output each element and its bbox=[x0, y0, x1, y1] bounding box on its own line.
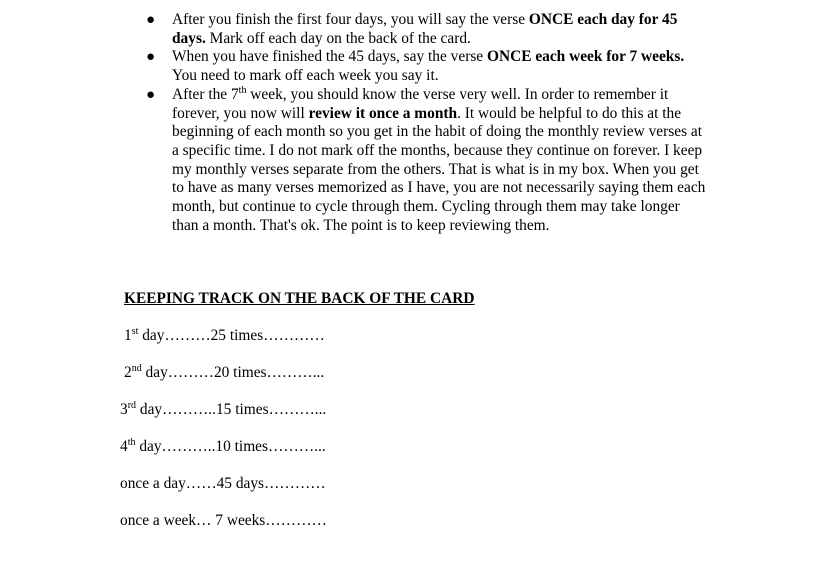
ordinal-suffix: nd bbox=[131, 362, 142, 374]
ordinal-suffix: st bbox=[131, 325, 139, 337]
bullet-text: You need to mark off each week you say it. bbox=[172, 67, 439, 85]
bullet-text: . It would be helpful to do this at the beginning of each month so you get in the habit of doing the monthly review verses at a specific time. I do not mark off the months, because they continue on forever. I keep my monthly verses separate from the others. That is what is in my box. When you get to have as many verses memorized as I have, you are not necessarily saying them each month, but continue to cycle through them. Cycling through them may take longer than a month. That's ok. The point is to keep reviewing them. bbox=[172, 104, 706, 234]
bullet-text: week, you should know the verse very well. In order to remember it forever, you now will bbox=[172, 85, 669, 122]
tracking-line bbox=[124, 364, 324, 382]
bullet-icon: ● bbox=[146, 49, 156, 66]
tracking-line bbox=[120, 438, 326, 456]
list-item bbox=[146, 48, 706, 85]
bullet-text: After you finish the first four days, you will say the verse bbox=[172, 11, 529, 28]
tracking-line bbox=[120, 512, 327, 530]
bullet-icon: ● bbox=[146, 86, 156, 103]
bullet-text: After the 7 bbox=[172, 85, 239, 103]
tracking-text: day………..15 times………... bbox=[136, 401, 327, 418]
tracking-text: day………..10 times………... bbox=[135, 438, 326, 455]
list-item bbox=[146, 11, 706, 48]
section-heading: KEEPING TRACK ON THE BACK OF THE CARD bbox=[124, 290, 475, 307]
ordinal-suffix: th bbox=[238, 84, 247, 96]
ordinal-number: 4 bbox=[120, 438, 128, 455]
ordinal-number: 1 bbox=[124, 327, 132, 344]
ordinal-number: 3 bbox=[120, 401, 128, 418]
tracking-line bbox=[120, 401, 326, 419]
bullet-text: When you have finished the 45 days, say the verse bbox=[172, 48, 487, 66]
tracking-line bbox=[120, 475, 326, 493]
bullet-bold-text: ONCE each week for 7 weeks. bbox=[487, 48, 685, 66]
tracking-line bbox=[124, 327, 325, 345]
bullet-icon: ● bbox=[146, 12, 156, 28]
ordinal-suffix: rd bbox=[127, 399, 137, 411]
ordinal-suffix: th bbox=[127, 436, 136, 448]
tracking-text: day………25 times………… bbox=[138, 327, 325, 344]
ordinal-number: 2 bbox=[124, 364, 132, 381]
bullet-bold-text: review it once a month bbox=[308, 104, 458, 122]
tracking-text: once a day……45 days………… bbox=[120, 475, 326, 492]
list-item bbox=[146, 86, 706, 236]
tracking-text: day………20 times………... bbox=[141, 364, 325, 381]
instruction-list bbox=[146, 11, 706, 235]
tracking-text: once a week… 7 weeks………… bbox=[120, 512, 327, 529]
bullet-bold-text: ONCE each day for 45 days. bbox=[172, 11, 678, 47]
bullet-text: Mark off each day on the back of the card. bbox=[205, 29, 471, 47]
